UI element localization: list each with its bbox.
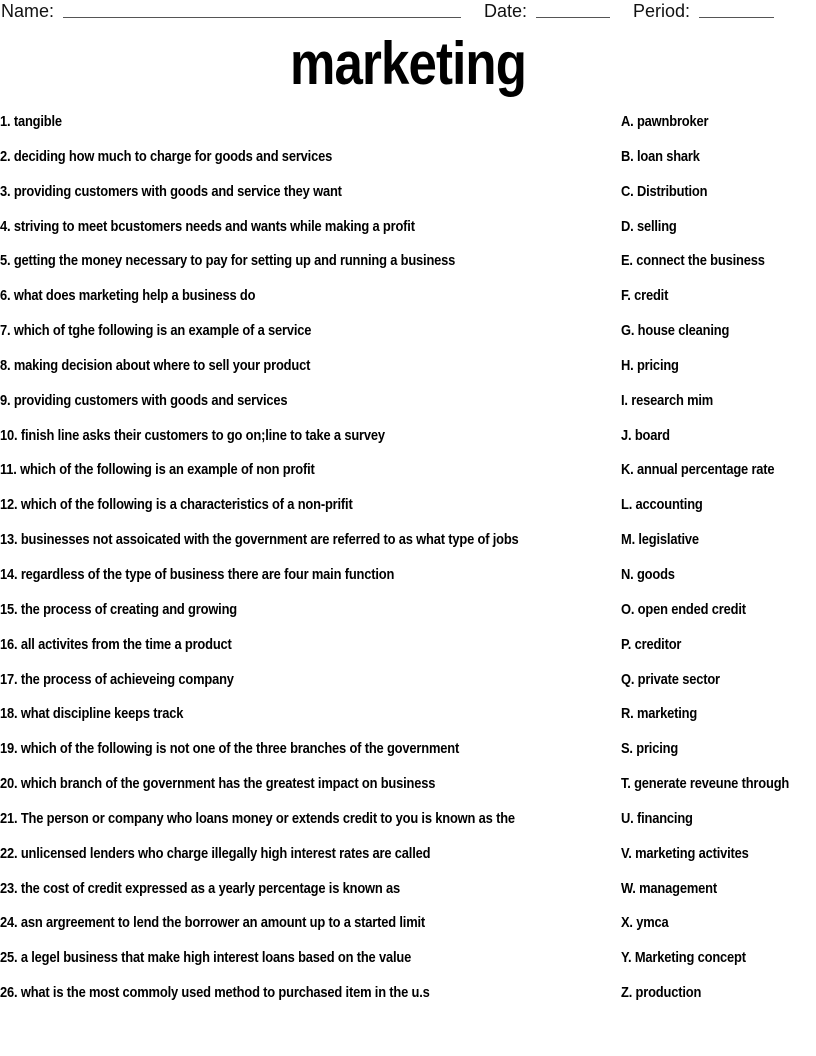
answer-item: Q. private sector — [621, 670, 720, 688]
question-item: 24. asn argreement to lend the borrower an amount up to a started limit — [0, 914, 426, 932]
question-item: 4. striving to meet bcustomers needs and wants while making a profit — [0, 217, 415, 235]
answer-item: R. marketing — [621, 705, 698, 723]
question-item: 11. which of the following is an example of non profit — [0, 461, 315, 479]
answer-item: J. board — [621, 426, 670, 444]
question-item: 21. The person or company who loans money or extends credit to you is known as the — [0, 809, 515, 827]
answer-item: B. loan shark — [621, 147, 700, 165]
question-item: 1. tangible — [0, 113, 62, 130]
answer-item: D. selling — [621, 217, 677, 235]
answer-item: U. financing — [621, 809, 693, 827]
question-item: 26. what is the most commoly used method to purchased item in the u.s — [0, 984, 430, 1002]
question-list — [0, 112, 600, 1018]
answer-item: L. accounting — [621, 496, 703, 514]
date-label: Date: — [484, 1, 528, 21]
question-item: 19. which of the following is not one of the three branches of the government — [0, 740, 460, 758]
worksheet-title: marketing — [289, 30, 527, 97]
question-item: 5. getting the money necessary to pay for setting up and running a business — [0, 252, 456, 270]
question-item: 23. the cost of credit expressed as a yearly percentage is known as — [0, 879, 401, 897]
answer-item: X. ymca — [621, 914, 669, 932]
question-item: 25. a legel business that make high interest loans based on the value — [0, 949, 412, 967]
answer-item: G. house cleaning — [621, 322, 730, 340]
question-item: 15. the process of creating and growing — [0, 600, 238, 618]
question-item: 10. finish line asks their customers to go on;line to take a survey — [0, 426, 385, 444]
answer-item: H. pricing — [621, 356, 679, 374]
question-item: 8. making decision about where to sell your product — [0, 356, 311, 374]
answer-item: F. credit — [621, 287, 669, 305]
question-item: 22. unlicensed lenders who charge illegally high interest rates are called — [0, 844, 431, 862]
answer-item: V. marketing activites — [621, 844, 749, 862]
question-item: 13. businesses not assoicated with the government are referred to as what type of jobs — [0, 531, 519, 549]
question-item: 16. all activites from the time a product — [0, 635, 232, 653]
answer-item: T. generate reveune through — [621, 775, 790, 793]
answer-item: C. Distribution — [621, 182, 708, 200]
answer-item: W. management — [621, 879, 717, 897]
answer-item: E. connect the business — [621, 252, 765, 270]
period-blank-line[interactable] — [699, 17, 774, 18]
question-item: 17. the process of achieveing company — [0, 670, 234, 688]
worksheet-header — [0, 0, 816, 24]
question-item: 9. providing customers with goods and services — [0, 391, 288, 409]
answer-item: A. pawnbroker — [621, 113, 709, 130]
date-blank-line[interactable] — [536, 17, 610, 18]
answer-item: N. goods — [621, 565, 675, 583]
answer-item: K. annual percentage rate — [621, 461, 775, 479]
answer-item: Z. production — [621, 984, 702, 1002]
answer-item: O. open ended credit — [621, 600, 746, 618]
question-item: 12. which of the following is a characteristics of a non-prifit — [0, 496, 353, 514]
answer-item: Y. Marketing concept — [621, 949, 746, 967]
answer-item: I. research mim — [621, 391, 714, 409]
answer-list — [621, 112, 816, 1018]
question-item: 20. which branch of the government has the greatest impact on business — [0, 775, 436, 793]
question-item: 3. providing customers with goods and service they want — [0, 182, 342, 200]
answer-item: P. creditor — [621, 635, 682, 653]
period-label: Period: — [633, 1, 691, 21]
answer-item: M. legislative — [621, 531, 699, 549]
answer-item: S. pricing — [621, 740, 679, 758]
name-blank-line[interactable] — [63, 17, 461, 18]
question-item: 18. what discipline keeps track — [0, 705, 184, 723]
question-item: 6. what does marketing help a business do — [0, 287, 256, 305]
name-label: Name: — [1, 1, 55, 21]
question-item: 14. regardless of the type of business there are four main function — [0, 565, 395, 583]
question-item: 7. which of tghe following is an example of a service — [0, 322, 312, 340]
question-item: 2. deciding how much to charge for goods and services — [0, 147, 333, 165]
